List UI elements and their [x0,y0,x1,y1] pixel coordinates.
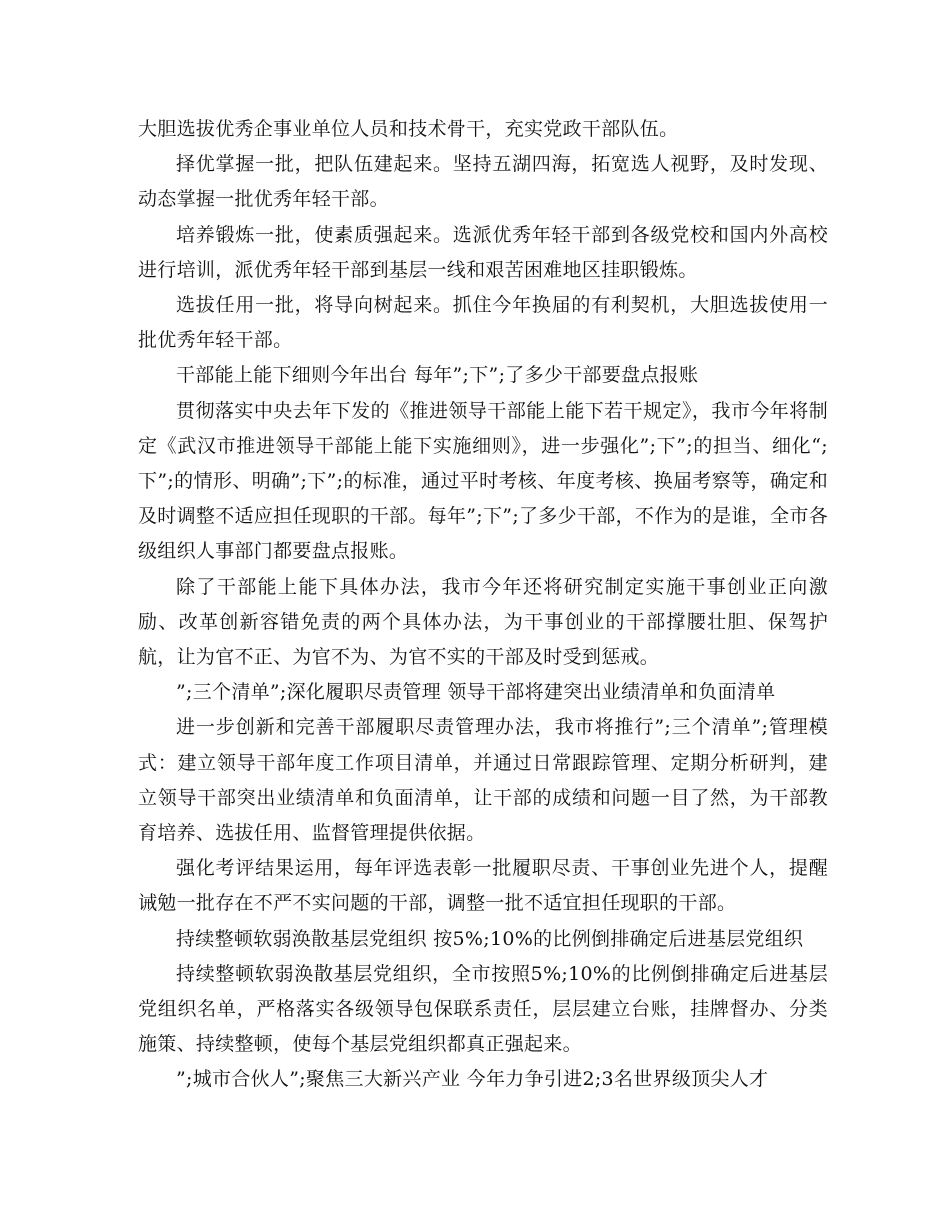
section-heading: 持续整顿软弱涣散基层党组织 按5%;10%的比例倒排确定后进基层党组织 [176,927,804,950]
paragraph: 进一步创新和完善干部履职尽责管理办法，我市将推行”;三个清单”;管理模式：建立领导干部年度工作项目清单，并通过日常跟踪管理、定期分析研判，建立领导干部突出业绩清单和负面清单，让干部的成绩和问题一目了然，为干部教育培养、选拔任用、监督管理提供依据。 [138,716,828,845]
paragraph-continuation: 大胆选拔优秀企事业单位人员和技术骨干，充实党政干部队伍。 [138,118,679,140]
paragraph: 选拔任用一批，将导向树起来。抓住今年换届的有利契机，大胆选拔使用一批优秀年轻干部。 [138,294,828,352]
paragraph: 培养锻炼一批，使素质强起来。选派优秀年轻干部到各级党校和国内外高校进行培训，派优秀年轻干部到基层一线和艰苦困难地区挂职锻炼。 [138,223,828,281]
section-heading: 干部能上能下细则今年出台 每年”;下”;了多少干部要盘点报账 [176,364,699,387]
document-body [138,112,828,1098]
paragraph: 强化考评结果运用，每年评选表彰一批履职尽责、干事创业先进个人，提醒诫勉一批存在不严不实问题的干部，调整一批不适宜担任现职的干部。 [138,857,828,915]
paragraph: 择优掌握一批，把队伍建起来。坚持五湖四海，拓宽选人视野，及时发现、动态掌握一批优秀年轻干部。 [138,153,828,211]
paragraph: 除了干部能上能下具体办法，我市今年还将研究制定实施干事创业正向激励、改革创新容错免责的两个具体办法，为干事创业的干部撑腰壮胆、保驾护航，让为官不正、为官不为、为官不实的干部及时受到惩戒。 [138,575,828,669]
section-heading: ”;城市合伙人”;聚焦三大新兴产业 今年力争引进2;3名世界级顶尖人才 [176,1068,769,1091]
section-heading: ”;三个清单”;深化履职尽责管理 领导干部将建突出业绩清单和负面清单 [176,681,776,704]
paragraph: 贯彻落实中央去年下发的《推进领导干部能上能下若干规定》，我市今年将制定《武汉市推进领导干部能上能下实施细则》，进一步强化”;下”;的担当、细化“;下”;的情形、明确”;下”;的标准，通过平时考核、年度考核、换届考察等，确定和及时调整不适应担任现职的干部。每年”;下”;了多少干部，不作为的是谁，全市各级组织人事部门都要盘点报账。 [138,399,828,563]
paragraph: 持续整顿软弱涣散基层党组织，全市按照5%;10%的比例倒排确定后进基层党组织名单，严格落实各级领导包保联系责任，层层建立台账，挂牌督办、分类施策、持续整顿，使每个基层党组织都真正强起来。 [138,962,828,1056]
